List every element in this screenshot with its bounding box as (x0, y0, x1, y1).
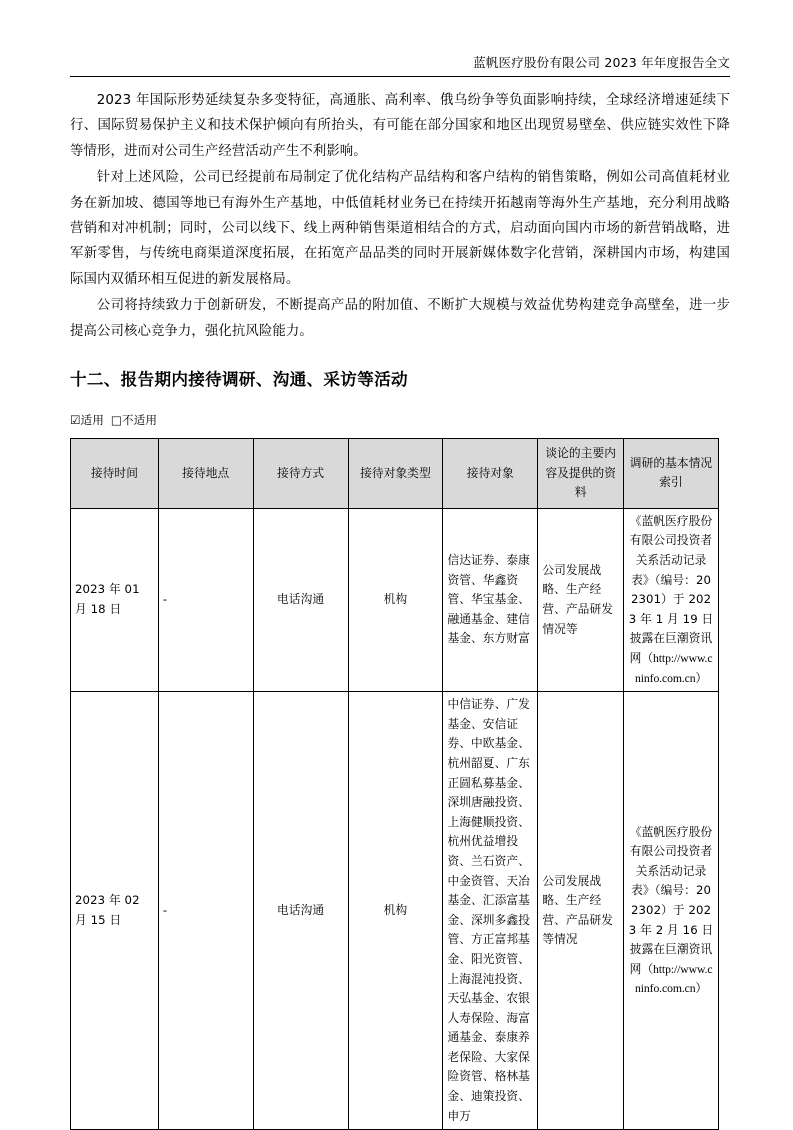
applicable-selector (70, 411, 730, 429)
column-header-topic: 谈论的主要内容及提供的资料 (538, 439, 624, 509)
cninfo-url[interactable]: （http://www.cninfo.com.cn） (635, 962, 713, 996)
index-reference-text: 《蓝帆医疗股份有限公司投资者关系活动记录表》（编号：202301）于 2023 年 1 月 19 日披露在巨潮资讯网 (628, 513, 714, 665)
column-header-method: 接待方式 (253, 439, 348, 509)
cell-method: 电话沟通 (253, 692, 348, 1130)
cell-object-type: 机构 (348, 508, 443, 691)
cell-time: 2023 年 02 月 15 日 (71, 692, 159, 1130)
applicable-option-yes[interactable] (70, 413, 104, 427)
table-header-row (71, 439, 719, 509)
running-header: 蓝帆医疗股份有限公司 2023 年年度报告全文 (473, 55, 730, 70)
cell-place: - (158, 692, 253, 1130)
page-content (70, 88, 730, 1130)
cninfo-url[interactable]: （http://www.cninfo.com.cn） (635, 652, 713, 685)
applicable-label-yes: 适用 (80, 413, 104, 428)
cell-place: - (158, 508, 253, 691)
checkbox-unchecked-icon[interactable]: □ (110, 413, 122, 428)
cell-time: 2023 年 01 月 18 日 (71, 508, 159, 691)
column-header-object-type: 接待对象类型 (348, 439, 443, 509)
cell-index (624, 692, 719, 1130)
applicable-label-no: 不适用 (121, 413, 158, 428)
cell-method: 电话沟通 (253, 508, 348, 691)
cell-topic: 公司发展战略、生产经营、产品研发情况等 (538, 508, 624, 691)
column-header-time: 接待时间 (71, 439, 159, 509)
column-header-place: 接待地点 (158, 439, 253, 509)
paragraph-risk-outlook: 2023 年国际形势延续复杂多变特征，高通胀、高利率、俄乌纷争等负面影响持续，全球经济增速延续下行、国际贸易保护主义和技术保护倾向有所抬头，有可能在部分国家和地区出现贸易壁垒、供应链实效性下降等情形，进而对公司生产经营活动产生不利影响。 (70, 93, 730, 159)
applicable-option-no[interactable] (111, 413, 157, 427)
paragraph-innovation: 公司将持续致力于创新研发，不断提高产品的附加值、不断扩大规模与效益优势构建竞争高壁垒，进一步提高公司核心竞争力，强化抗风险能力。 (70, 298, 730, 339)
cell-index (624, 508, 719, 691)
checkbox-checked-icon[interactable]: ☑ (70, 413, 81, 428)
cell-object-type: 机构 (348, 692, 443, 1130)
table-row (71, 692, 719, 1130)
column-header-object: 接待对象 (443, 439, 538, 509)
index-reference-text: 《蓝帆医疗股份有限公司投资者关系活动记录表》（编号：202302）于 2023 年 2 月 16 日披露在巨潮资讯网 (628, 824, 714, 976)
table-row (71, 508, 719, 691)
column-header-index: 调研的基本情况索引 (624, 439, 719, 509)
paragraph-risk-response: 针对上述风险，公司已经提前布局制定了优化结构产品结构和客户结构的销售策略，例如公司高值耗材业务在新加坡、德国等地已有海外生产基地，中低值耗材业务已在持续开拓越南等海外生产基地，充分利用战略营销和对冲机制；同时，公司以线下、线上两种销售渠道相结合的方式，启动面向国内市场的新营销战略，进军新零售，与传统电商渠道深度拓展，在拓宽产品品类的同时开展新媒体数字化营销，深耕国内市场，构建国际国内双循环相互促进的新发展格局。 (70, 170, 730, 287)
cell-object: 信达证券、泰康资管、华鑫资管、华宝基金、融通基金、建信基金、东方财富 (443, 508, 538, 691)
cell-topic: 公司发展战略、生产经营、产品研发等情况 (538, 692, 624, 1130)
investor-survey-table (70, 438, 719, 1130)
section-heading-twelve: 十二、报告期内接待调研、沟通、采访等活动 (70, 370, 408, 390)
header-divider-rule (70, 76, 730, 77)
cell-object: 中信证券、广发基金、安信证券、中欧基金、杭州韶夏、广东正圆私募基金、深圳唐融投资、上海健顺投资、杭州优益增投资、兰石资产、中金资管、天冶基金、汇添富基金、深圳多鑫投管、方正富邦基金、阳光资管、上海混沌投资、天弘基金、农银人寿保险、海富通基金、泰康养老保险、大家保险资管、格林基金、迪策投资、申万 (443, 692, 538, 1130)
